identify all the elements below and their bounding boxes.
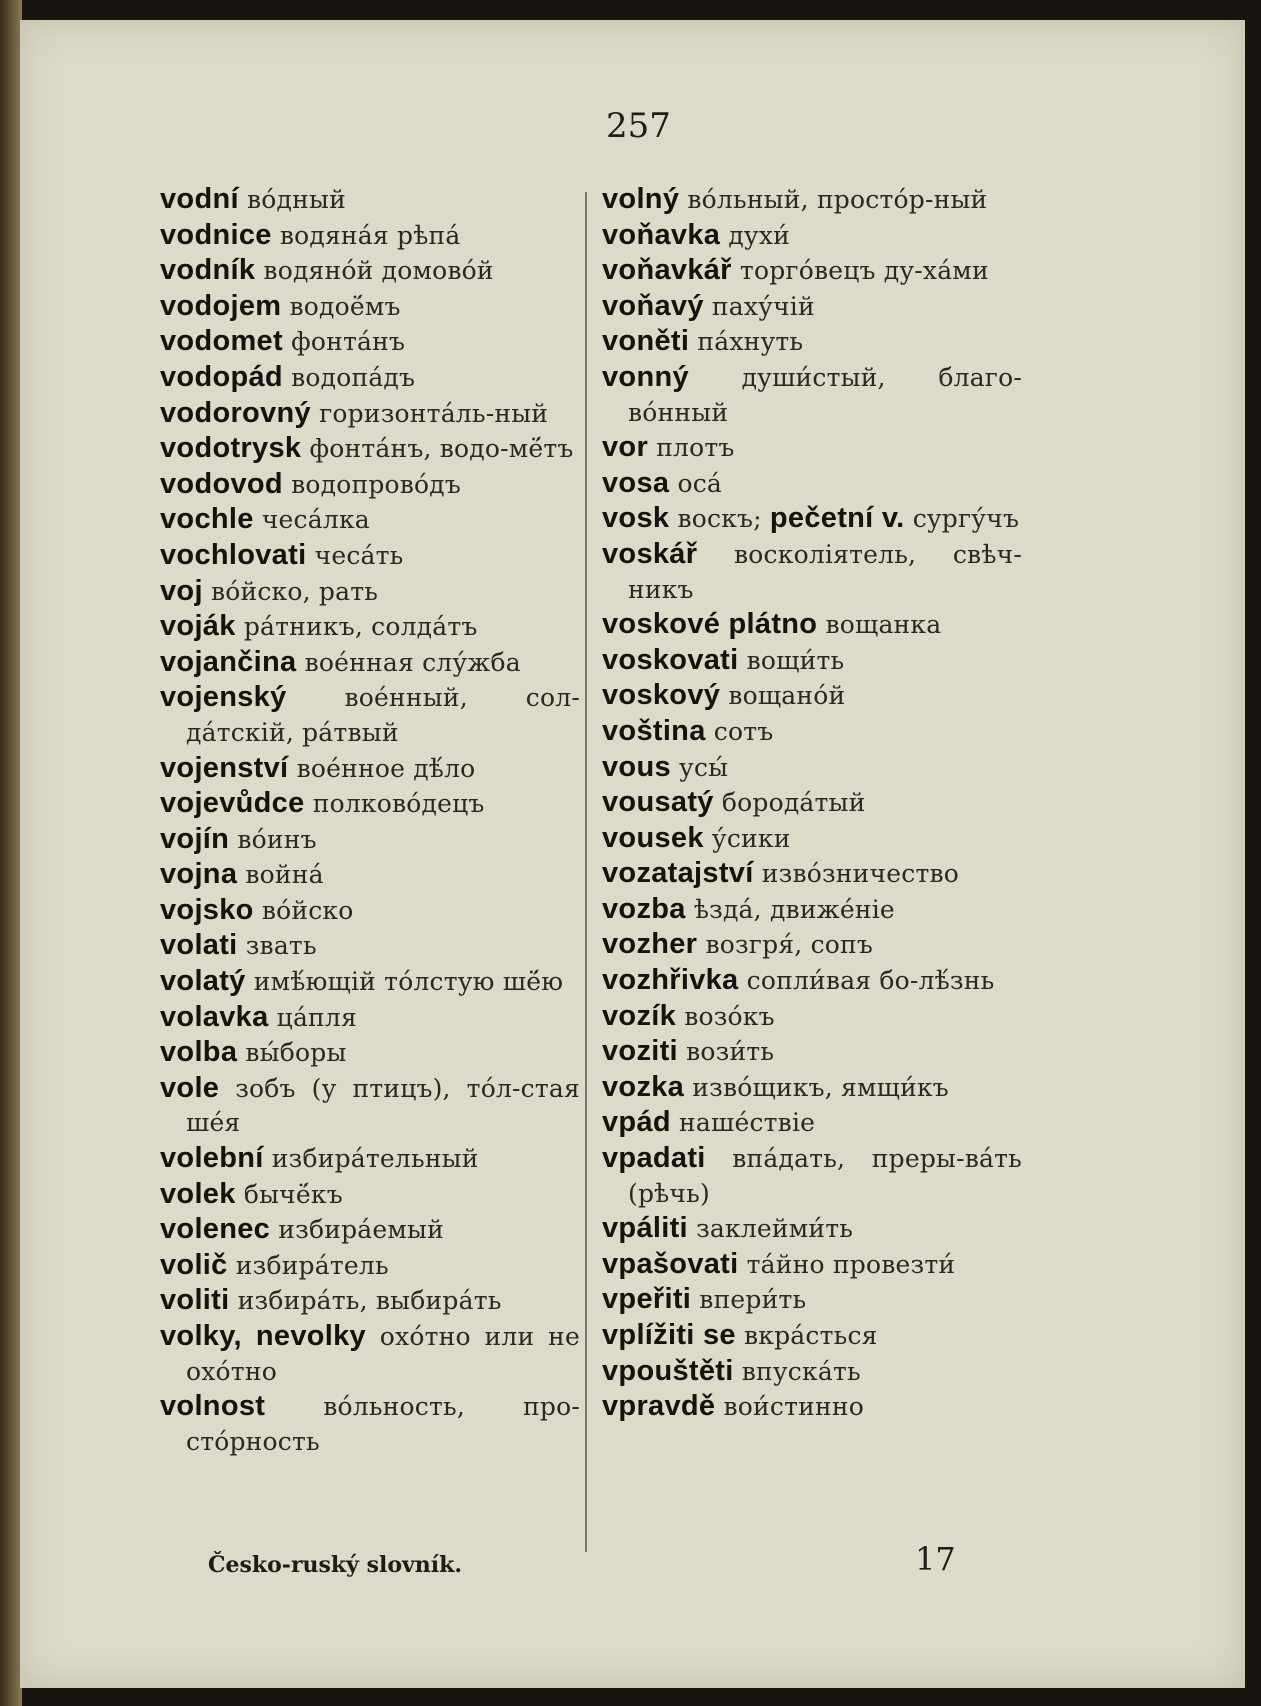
entry-headword: vozhřivka — [602, 964, 739, 997]
entry-translation: борода́тый — [721, 788, 866, 818]
entry-translation: ѣзда́, движе́ніе — [693, 894, 895, 924]
entry-translation: вое́нное дѣ́ло — [296, 753, 476, 783]
signature-mark: 17 — [915, 1540, 956, 1578]
entry-translation: усы́ — [679, 752, 729, 782]
entry-headword: voňavkář — [602, 254, 732, 287]
dictionary-entry — [160, 893, 580, 929]
entry-translation: полково́децъ — [312, 789, 485, 819]
entry-translation: воскъ; — [677, 504, 762, 534]
entry-translation: сотъ — [713, 716, 774, 746]
dictionary-entry — [602, 1034, 1022, 1070]
entry-headword: vochlovati — [160, 538, 307, 571]
dictionary-entry — [160, 431, 580, 467]
dictionary-entry — [602, 1282, 1022, 1318]
entry-headword: vojsko — [160, 893, 254, 926]
entry-headword: voskové plátno — [602, 608, 818, 641]
entry-translation: оса́ — [677, 468, 723, 498]
entry-headword: vpadati — [602, 1142, 706, 1175]
dictionary-entry — [160, 1389, 580, 1459]
dictionary-entry — [160, 253, 580, 289]
entry-headword: voňavý — [602, 289, 704, 322]
entry-headword: voskář — [602, 537, 698, 570]
entry-translation: впа́дать, преры-ва́ть (рѣчь) — [628, 1144, 1022, 1208]
entry-headword: voněti — [602, 325, 690, 358]
entry-headword: vozher — [602, 928, 698, 961]
entry-subheadword: pečetní v. — [769, 502, 905, 535]
entry-translation: во́дный — [247, 185, 346, 214]
entry-headword: volební — [160, 1142, 264, 1175]
entry-headword: vpád — [602, 1106, 671, 1139]
entry-translation: возгря́, сопъ — [705, 930, 873, 960]
dictionary-entry — [602, 607, 1022, 643]
entry-headword: vousek — [602, 821, 704, 854]
entry-headword: volati — [160, 929, 238, 962]
entry-headword: vpáliti — [602, 1212, 688, 1245]
dictionary-entry — [602, 1070, 1022, 1106]
dictionary-entry — [160, 574, 580, 610]
entry-translation: горизонта́ль-ный — [319, 398, 549, 428]
entry-translation: во́йско — [261, 895, 354, 925]
footer-book-title: Česko-ruský slovník. — [208, 1552, 463, 1578]
dictionary-entry — [160, 786, 580, 822]
dictionary-entry — [160, 928, 580, 964]
dictionary-entry — [602, 324, 1022, 360]
dictionary-entry — [160, 1177, 580, 1213]
entry-translation: звать — [245, 931, 317, 961]
entry-headword: vozba — [602, 892, 686, 925]
entry-translation: избира́ть, выбира́ть — [237, 1286, 502, 1316]
entry-translation: изво́зничество — [761, 859, 960, 889]
left-column — [160, 182, 580, 1459]
entry-translation: наше́ствіе — [679, 1108, 816, 1138]
entry-translation: фонта́нъ — [291, 327, 406, 357]
dictionary-entry — [160, 324, 580, 360]
book-spine — [0, 0, 22, 1706]
entry-headword: vor — [602, 431, 649, 464]
entry-translation: водоё́мъ — [289, 291, 401, 321]
dictionary-entry — [602, 821, 1022, 857]
entry-headword: vous — [602, 750, 671, 783]
dictionary-entry — [602, 785, 1022, 821]
entry-translation: паху́чій — [711, 291, 815, 321]
entry-translation: изво́щикъ, ямщи́къ — [692, 1072, 949, 1102]
dictionary-entry — [160, 502, 580, 538]
dictionary-entry — [160, 1319, 580, 1389]
dictionary-page — [20, 20, 1245, 1688]
dictionary-entry — [160, 538, 580, 574]
dictionary-entry — [160, 964, 580, 1000]
entry-translation: фонта́нъ, водо-мё́тъ — [309, 434, 574, 464]
entry-headword: vojna — [160, 858, 238, 891]
dictionary-entry — [602, 678, 1022, 714]
entry-translation: возо́къ — [684, 1001, 775, 1031]
dictionary-entry — [160, 857, 580, 893]
entry-translation: бычё́къ — [243, 1179, 343, 1209]
entry-headword: vpašovati — [602, 1247, 739, 1280]
dictionary-entry — [160, 680, 580, 750]
entry-headword: vojančina — [160, 645, 297, 678]
entry-translation: водяна́я рѣпа́ — [279, 220, 461, 250]
entry-headword: volenec — [160, 1213, 271, 1246]
entry-translation: вози́ть — [686, 1037, 775, 1067]
entry-translation: водопрово́дъ — [291, 469, 462, 499]
entry-headword: vodní — [160, 183, 239, 215]
entry-headword: volič — [160, 1248, 228, 1281]
dictionary-entry — [160, 396, 580, 432]
entry-subtranslation: сургу́чъ — [912, 504, 1020, 534]
entry-headword: vozka — [602, 1070, 685, 1103]
dictionary-entry — [160, 751, 580, 787]
entry-headword: vodotrysk — [160, 432, 302, 465]
entry-translation: па́хнуть — [697, 327, 804, 357]
entry-translation: избира́тель — [235, 1250, 389, 1280]
dictionary-entry — [602, 999, 1022, 1035]
entry-headword: volatý — [160, 965, 246, 998]
entry-translation: водопа́дъ — [291, 362, 416, 392]
dictionary-entry — [602, 289, 1022, 325]
entry-translation: впери́ть — [699, 1285, 807, 1315]
entry-translation: заклейми́ть — [696, 1214, 854, 1244]
entry-translation: вое́нная слу́жба — [304, 647, 521, 677]
entry-headword: vodomet — [160, 325, 283, 358]
entry-translation: война́ — [245, 860, 324, 890]
dictionary-entry — [602, 1318, 1022, 1354]
dictionary-entry — [602, 182, 1022, 218]
dictionary-entry — [602, 1211, 1022, 1247]
entry-translation: охо́тно или не охо́тно — [186, 1322, 581, 1386]
dictionary-entry — [602, 218, 1022, 254]
entry-translation: ра́тникъ, солда́тъ — [243, 612, 478, 642]
dictionary-entry — [160, 1141, 580, 1177]
dictionary-entry — [602, 1105, 1022, 1141]
entry-translation: вое́нный, сол-да́тскій, ра́твый — [186, 683, 580, 747]
entry-headword: volky, nevolky — [160, 1320, 366, 1352]
entry-headword: voština — [602, 714, 706, 747]
entry-headword: vojín — [160, 822, 230, 855]
dictionary-entry — [602, 1247, 1022, 1283]
entry-headword: vole — [160, 1071, 220, 1104]
entry-headword: vodník — [160, 254, 256, 287]
entry-translation: вы́боры — [245, 1038, 347, 1068]
dictionary-entry — [602, 253, 1022, 289]
entry-translation: у́сики — [711, 823, 791, 853]
entry-headword: voliti — [160, 1284, 230, 1317]
dictionary-entry — [160, 609, 580, 645]
entry-translation: души́стый, благо-во́нный — [628, 362, 1022, 427]
entry-translation: ца́пля — [276, 1002, 357, 1032]
entry-translation: плотъ — [656, 433, 735, 463]
dictionary-entry — [160, 822, 580, 858]
entry-translation: имѣ́ющій то́лстую шё́ю — [253, 967, 564, 997]
entry-headword: voňavka — [602, 218, 721, 251]
dictionary-entry — [602, 750, 1022, 786]
entry-headword: volavka — [160, 1000, 269, 1033]
entry-headword: vodopád — [160, 360, 283, 393]
dictionary-entry — [160, 289, 580, 325]
entry-translation: водяно́й домово́й — [263, 256, 494, 286]
dictionary-entry — [602, 537, 1022, 607]
entry-translation: избира́тельный — [271, 1144, 479, 1174]
dictionary-entry — [160, 1283, 580, 1319]
dictionary-entry — [602, 856, 1022, 892]
dictionary-entry — [160, 1212, 580, 1248]
dictionary-entry — [160, 1000, 580, 1036]
dictionary-entry — [160, 360, 580, 396]
entry-translation: впуска́ть — [741, 1356, 861, 1386]
entry-translation: зобъ (у птицъ), то́л-стая ше́я — [186, 1073, 580, 1138]
entry-headword: vochle — [160, 503, 254, 536]
dictionary-entry — [602, 360, 1022, 430]
entry-translation: та́йно провезти́ — [746, 1249, 956, 1279]
entry-headword: volek — [160, 1177, 236, 1210]
dictionary-entry — [160, 645, 580, 681]
entry-headword: vplížiti se — [602, 1319, 736, 1351]
entry-headword: voskovati — [602, 643, 739, 676]
entry-headword: volba — [160, 1036, 238, 1069]
entry-translation: во́инъ — [237, 824, 317, 854]
entry-translation: торго́вецъ ду-ха́ми — [739, 256, 989, 286]
entry-headword: voziti — [602, 1035, 678, 1068]
column-divider — [585, 192, 587, 1552]
dictionary-entry — [602, 892, 1022, 928]
page-number: 257 — [606, 106, 671, 146]
dictionary-entry — [602, 1141, 1022, 1211]
entry-translation: духи́ — [728, 220, 790, 250]
entry-headword: voskový — [602, 679, 721, 712]
entry-translation: восколіятель, свѣч-никъ — [628, 539, 1022, 604]
entry-headword: volnost — [160, 1390, 266, 1423]
entry-translation: во́льность, про-сто́рность — [186, 1392, 580, 1456]
entry-headword: vpouštěti — [602, 1354, 734, 1387]
dictionary-entry — [602, 643, 1022, 679]
entry-translation: вои́стинно — [723, 1392, 864, 1422]
entry-headword: vousatý — [602, 786, 714, 819]
entry-headword: vojevůdce — [160, 787, 305, 820]
entry-translation: вкра́сться — [744, 1321, 878, 1350]
dictionary-entry — [160, 1035, 580, 1071]
entry-headword: vonný — [602, 360, 689, 393]
entry-translation: во́йско, рать — [210, 576, 379, 606]
dictionary-entry — [160, 1071, 580, 1141]
entry-translation: сопли́вая бо-лѣ́знь — [746, 966, 995, 996]
dictionary-entry — [602, 466, 1022, 502]
dictionary-entry — [602, 714, 1022, 750]
entry-translation: чеса́лка — [261, 505, 370, 535]
dictionary-entry — [602, 430, 1022, 466]
dictionary-entry — [602, 1389, 1022, 1425]
dictionary-entry — [160, 467, 580, 503]
entry-headword: vosa — [602, 466, 670, 499]
dictionary-entry — [602, 501, 1022, 537]
entry-headword: vpravdě — [602, 1390, 716, 1423]
dictionary-entry — [160, 1248, 580, 1284]
entry-headword: vozík — [602, 999, 677, 1032]
entry-translation: вощано́й — [728, 681, 846, 711]
entry-headword: vozatajství — [602, 857, 754, 890]
dictionary-entry — [160, 218, 580, 254]
right-column — [602, 182, 1022, 1425]
entry-translation: чеса́ть — [314, 540, 404, 570]
dictionary-entry — [602, 963, 1022, 999]
entry-headword: vodnice — [160, 218, 272, 251]
entry-translation: во́льный, просто́р-ный — [687, 185, 988, 214]
entry-headword: vpeřiti — [602, 1283, 692, 1316]
entry-headword: voják — [160, 610, 236, 643]
entry-headword: vodovod — [160, 467, 283, 500]
entry-translation: вощи́ть — [746, 645, 845, 675]
dictionary-entry — [602, 927, 1022, 963]
entry-translation: избира́емый — [278, 1215, 444, 1245]
dictionary-entry — [602, 1354, 1022, 1390]
entry-headword: vojenství — [160, 751, 289, 784]
entry-headword: vosk — [602, 502, 670, 535]
entry-headword: volný — [602, 183, 680, 215]
entry-translation: вощанка — [825, 610, 942, 640]
dictionary-entry — [160, 182, 580, 218]
entry-headword: voj — [160, 574, 203, 607]
entry-headword: vojenský — [160, 681, 287, 714]
entry-headword: vodojem — [160, 289, 282, 322]
entry-headword: vodorovný — [160, 396, 311, 429]
